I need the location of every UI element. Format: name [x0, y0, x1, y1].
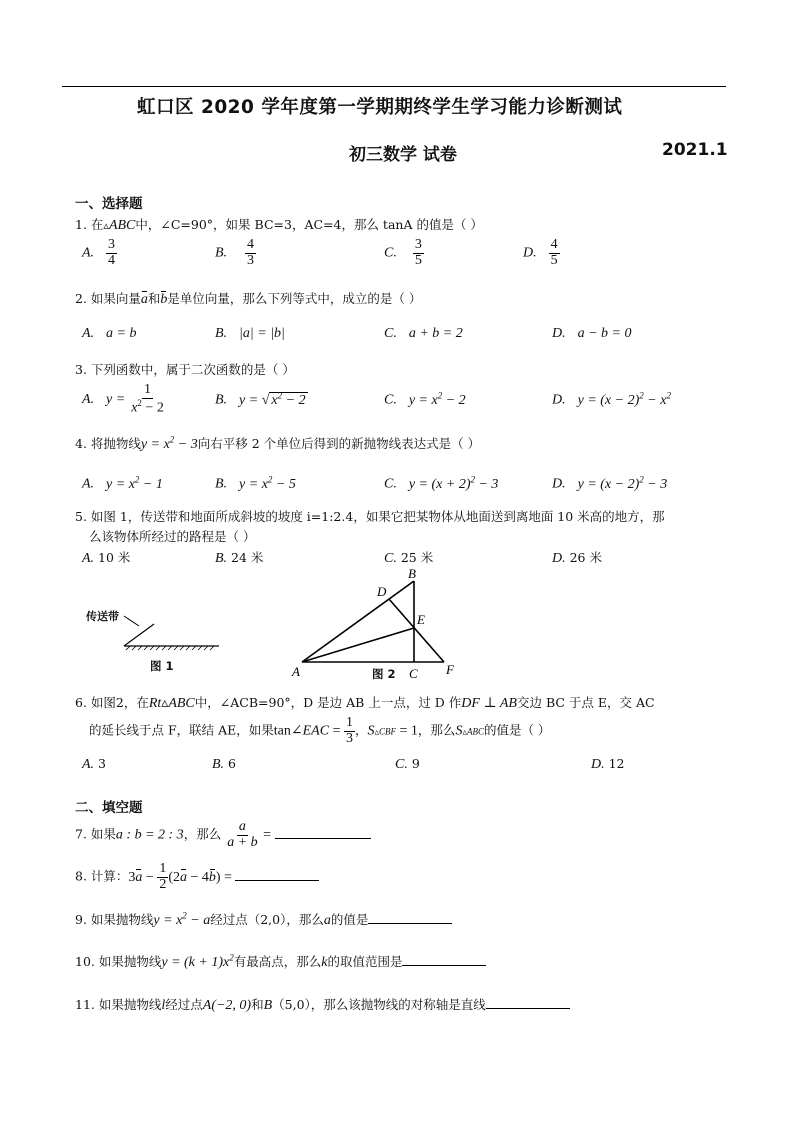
- q3-option-d[interactable]: D. $y = (x - 2)^2 - x^2$: [552, 390, 671, 408]
- q4-option-d[interactable]: D. $y = (x - 2)^2 - 3$: [552, 474, 668, 492]
- q1-option-a[interactable]: A. $\frac{3}{4}$: [82, 237, 116, 268]
- question-11: 11. 如果抛物线l经过点A(−2, 0)和B（5,0），那么该抛物线的对称轴是直线: [75, 995, 570, 1014]
- q5-option-c[interactable]: C. 25 米: [384, 550, 434, 566]
- section-choice-title: 一、选择题: [75, 196, 143, 212]
- q2-option-d[interactable]: D. a − b = 0: [552, 326, 632, 341]
- q2-option-c[interactable]: C. a + b = 2: [384, 326, 463, 341]
- q4-option-b[interactable]: B. $y = x^2 - 5$: [215, 474, 296, 492]
- q8-answer-blank[interactable]: [235, 868, 319, 881]
- q4-option-a[interactable]: A. $y = x^2 - 1$: [82, 474, 163, 492]
- q3-option-a[interactable]: A. y = $\frac{1}{x^2 - 2}$: [82, 382, 164, 416]
- question-5-line1: 5. 如图 1，传送带和地面所成斜坡的坡度 i=1:2.4，如果它把某物体从地面送到离地面 10 米高的地方，那: [75, 509, 665, 524]
- q6-option-d[interactable]: D. 12: [591, 756, 625, 772]
- belt-label: 传送带: [86, 610, 119, 623]
- q2-option-a[interactable]: A. a = b: [82, 326, 137, 341]
- svg-text:E: E: [417, 612, 425, 627]
- q5-option-d[interactable]: D. 26 米: [552, 550, 602, 566]
- question-7: 7. 如果a : b = 2 : 3，那么 $\frac{a}{a + b}$ =: [75, 820, 371, 850]
- question-9: 9. 如果抛物线$y = x^2 - a$经过点（2,0），那么a的值是: [75, 910, 452, 929]
- q1-stem-b: 中，∠C=90°，如果 BC=3，AC=4，那么 tanA 的值是（ ）: [135, 217, 483, 232]
- section-fill-title: 二、填空题: [75, 800, 143, 816]
- q10-answer-blank[interactable]: [402, 953, 486, 966]
- question-4: 4. 将抛物线$y = x^2 - 3$向右平移 2 个单位后得到的新抛物线表达式是（ ）: [75, 434, 481, 452]
- figure-1: [74, 606, 234, 676]
- q1-option-c[interactable]: C. $\frac{3}{5}$: [384, 237, 422, 268]
- question-3: 3. 下列函数中，属于二次函数的是（ ）: [75, 362, 295, 377]
- q1-stem-a: 1. 在: [75, 217, 104, 232]
- q4-option-c[interactable]: C. $y = (x + 2)^2 - 3$: [384, 474, 499, 492]
- question-6-line2: 的延长线于点 F，联结 AE，如果tan∠EAC = $\frac{1}{3}$ ，S▵CBF = 1，那么S▵ABC的值是（ ）: [89, 715, 551, 746]
- exam-date: 2021.1: [662, 140, 728, 160]
- q2-option-b[interactable]: B. |a| = |b|: [215, 326, 285, 341]
- svg-text:C: C: [409, 666, 418, 681]
- q7-answer-blank[interactable]: [275, 826, 371, 839]
- q3-option-b[interactable]: B. y = √ $x^2 - 2$: [215, 390, 306, 408]
- exam-title: 虹口区 2020 学年度第一学期期终学生学习能力诊断测试: [137, 97, 623, 118]
- svg-text:D: D: [377, 584, 387, 599]
- figure-2-caption: 图 2: [372, 667, 396, 681]
- q6-option-c[interactable]: C. 9: [395, 756, 420, 772]
- question-1: 1. 在▵ABC中，∠C=90°，如果 BC=3，AC=4，那么 tanA 的值是（ ）: [75, 217, 483, 233]
- q1-triangle: ABC: [108, 218, 136, 233]
- question-5-line2: 么该物体所经过的路程是（ ）: [89, 529, 256, 544]
- svg-text:B: B: [408, 566, 416, 581]
- question-8: 8. 计算：3a − $\frac{1}{2}$ (2a − 4b) =: [75, 862, 319, 892]
- exam-subtitle: 初三数学 试卷: [349, 145, 457, 165]
- q6-option-b[interactable]: B. 6: [212, 756, 236, 772]
- question-10: 10. 如果抛物线$y = (k + 1)x^2$有最高点，那么k的取值范围是: [75, 952, 486, 971]
- q1-option-d[interactable]: D. $\frac{4}{5}$: [523, 237, 558, 268]
- q9-answer-blank[interactable]: [368, 911, 452, 924]
- figure-1-caption: 图 1: [150, 659, 174, 673]
- q5-option-b[interactable]: B. 24 米: [215, 550, 264, 566]
- question-2: 2. 如果向量a和b是单位向量，那么下列等式中，成立的是（ ）: [75, 291, 422, 307]
- svg-text:A: A: [292, 664, 300, 679]
- top-rule: [62, 86, 726, 87]
- q6-option-a[interactable]: A. 3: [82, 756, 106, 772]
- question-6-line1: 6. 如图2，在Rt▵ABC中，∠ACB=90°，D 是边 AB 上一点，过 D 作DF ⊥ AB交边 BC 于点 E，交 AC: [75, 695, 655, 711]
- q5-option-a[interactable]: A. 10 米: [82, 550, 131, 566]
- svg-text:F: F: [446, 662, 454, 677]
- figure-2: [288, 566, 468, 686]
- q3-option-c[interactable]: C. $y = x^2 - 2$: [384, 390, 466, 408]
- q11-answer-blank[interactable]: [486, 996, 570, 1009]
- q1-option-b[interactable]: B. $\frac{4}{3}$: [215, 237, 255, 268]
